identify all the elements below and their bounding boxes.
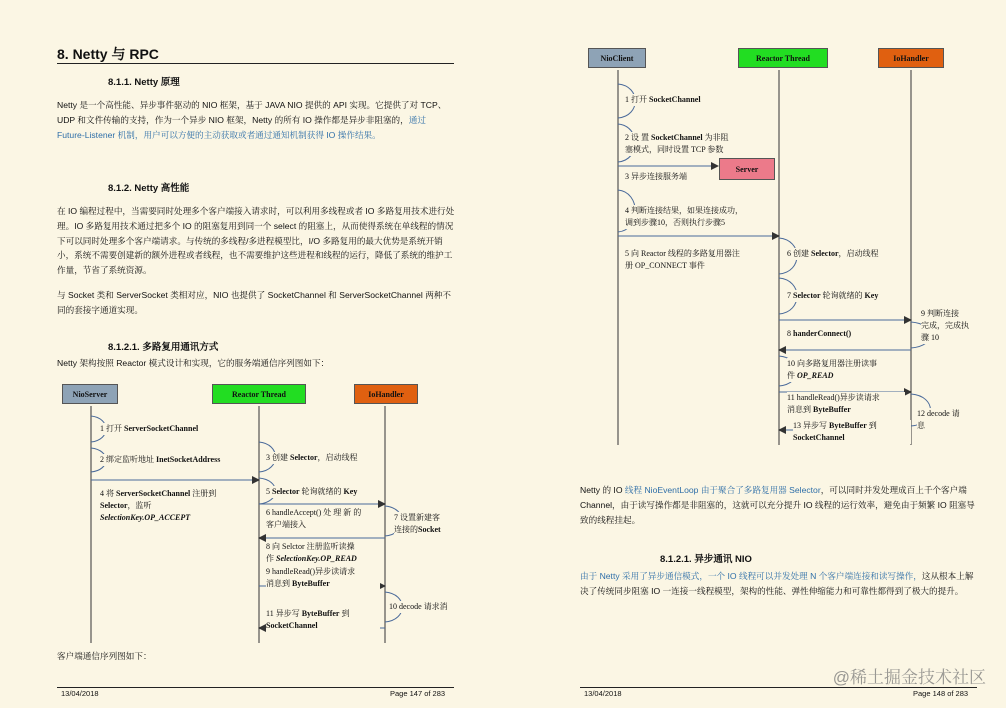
chapter-title: 8. Netty 与 RPC <box>57 46 159 62</box>
paragraph-nioeventloop <box>580 483 978 527</box>
footer-date: 13/04/2018 <box>61 689 99 698</box>
client-msg-6: 6 创建 Selector，启动线程 <box>787 249 879 258</box>
server-msg-1: 1 打开 ServerSocketChannel <box>100 424 199 433</box>
section-heading-multiplexing: 8.1.2.1. 多路复用通讯方式 <box>108 342 219 353</box>
title-rule <box>57 63 454 64</box>
actor-reactor-thread: Reactor Thread <box>212 384 306 404</box>
paragraph-async-nio <box>580 569 978 599</box>
server-msg-2: 2 绑定监听地址 InetSocketAddress <box>100 455 221 464</box>
paragraph-reactor-intro: Netty 架构按照 Reactor 模式设计和实现，它的服务端通信序列图如下： <box>57 358 330 368</box>
client-msg-8: 8 handerConnect() <box>787 329 852 338</box>
server-msg-6: 6 handleAccept() 处 理 新 的 客户端接入 <box>266 507 378 531</box>
server-msg-10: 10 decode 请求消 <box>389 601 456 613</box>
watermark: @稀土掘金技术社区 <box>832 668 986 687</box>
client-sequence-diagram <box>581 40 981 450</box>
actor-reactor-thread: Reactor Thread <box>738 48 828 68</box>
footer-rule <box>57 687 454 688</box>
section-heading-netty-performance: 8.1.2. Netty 高性能 <box>108 183 190 194</box>
client-msg-4: 4 判断连接结果，如果连接成功， 调到步骤10，否则执行步骤5 <box>625 205 775 229</box>
client-msg-11: 11 handleRead()异步读请求 消息到 ByteBuffer <box>787 392 905 416</box>
server-msg-3: 3 创建 Selector，启动线程 <box>266 453 358 462</box>
client-msg-10: 10 向多路复用器注册读事 件 OP_READ <box>787 358 905 382</box>
paragraph-netty-principle <box>57 98 455 142</box>
client-msg-2: 2 设 置 SocketChannel 为非阻 塞模式，同时设置 TCP 参数 <box>625 132 775 156</box>
section-heading-netty-principle: 8.1.1. Netty 原理 <box>108 77 180 88</box>
client-msg-12: 12 decode 请 息 <box>917 408 981 432</box>
client-msg-13: 13 异步写 ByteBuffer 到 SocketChannel <box>793 420 911 444</box>
server-sequence-diagram <box>56 378 456 650</box>
footer-date: 13/04/2018 <box>584 689 622 698</box>
paragraph-highlight: 线程 NioEventLoop 由于聚合了多路复用器 Selector <box>624 485 821 495</box>
footer-page-number: Page 148 of 283 <box>913 689 969 698</box>
client-msg-9: 9 判断连接 完成，完成执 骤 10 <box>921 308 981 344</box>
section-heading-async-nio: 8.1.2.1. 异步通讯 NIO <box>660 554 752 565</box>
footer-page-number: Page 147 of 283 <box>390 689 446 698</box>
paragraph-highlight: 由于 Netty 采用了异步通信模式，一个 IO 线程可以并发处理 N 个客户端连接和读写操作， <box>580 571 922 581</box>
actor-server: Server <box>719 158 775 180</box>
paragraph-socket-channel: 与 Socket 类和 ServerSocket 类相对应，NIO 也提供了 SocketChannel 和 ServerSocketChannel 两种不同的套接字通道实现。 <box>57 290 452 315</box>
server-msg-8: 8 向 Selctor 注册监听读操 作 SelectionKey.OP_READ <box>266 541 380 565</box>
paragraph-text: Netty 的 IO <box>580 485 625 495</box>
server-msg-4: 4 将 ServerSocketChannel 注册到 Selector，监听 SelectionKey.OP_ACCEPT <box>100 488 250 524</box>
right-page <box>503 0 1006 708</box>
client-msg-7: 7 Selector 轮询就绪的 Key <box>787 291 879 300</box>
actor-iohandler: IoHandler <box>878 48 944 68</box>
client-msg-3: 3 异步连接服务端 <box>625 172 687 181</box>
actor-nioclient: NioClient <box>588 48 646 68</box>
paragraph-text: 这从根本上解决了传统同步阻塞 IO 一连接一线程模型，架构的性能、弹性伸缩能力和可靠性都得到了极大的提升。 <box>580 571 974 596</box>
actor-iohandler: IoHandler <box>354 384 418 404</box>
paragraph-text: Netty 是一个高性能、异步事件驱动的 NIO 框架，基于 JAVA NIO 提供的 API 实现。它提供了对 TCP、UDP 和文件传输的支持，作为一个异步 NIO 框架，Netty 的所有 IO 操作都是异步非阻塞的， <box>57 100 447 125</box>
actor-nioserver: NioServer <box>62 384 118 404</box>
server-msg-7: 7 设置新建客 连接的Socket <box>394 512 456 536</box>
client-msg-1: 1 打开 SocketChannel <box>625 95 701 104</box>
paragraph-text: ，可以同时并发处理成百上千个客户端 Channel，由于读写操作都是非阻塞的，这就可以充分提升 IO 线程的运行效率，避免由于频繁 IO 阻塞导致的线程挂起。 <box>580 485 975 525</box>
server-msg-11: 11 异步写 ByteBuffer 到 SocketChannel <box>266 608 380 632</box>
server-msg-9: 9 handleRead()异步读请求 消息到 ByteBuffer <box>266 566 380 590</box>
server-msg-5: 5 Selector 轮询就绪的 Key <box>266 487 358 496</box>
paragraph-client-intro: 客户端通信序列图如下： <box>57 651 152 661</box>
paragraph-io-multiplexing: 在 IO 编程过程中，当需要同时处理多个客户端接入请求时，可以利用多线程或者 IO 多路复用技术进行处理。IO 多路复用技术通过把多个 IO 的阻塞复用到同一个 select 的阻塞上，从而使得系统在单线程的情况下可以同时处理多个客户端请求。与传统的多线程/多进程模型比，I/O 多路复用的最大优势是系统开销小，系统不需要创建新的额外进程或者线程，也不需要维护这些进程和线程的运行，降低了系统的维护工作量，节省了系统资源。 <box>57 206 455 276</box>
paragraph-highlight: 通过 Future-Listener 机制，用户可以方便的主动获取或者通过通知机制获得 IO 操作结果。 <box>57 114 426 140</box>
client-msg-5: 5 向 Reactor 线程的多路复用器注 册 OP_CONNECT 事件 <box>625 248 773 272</box>
